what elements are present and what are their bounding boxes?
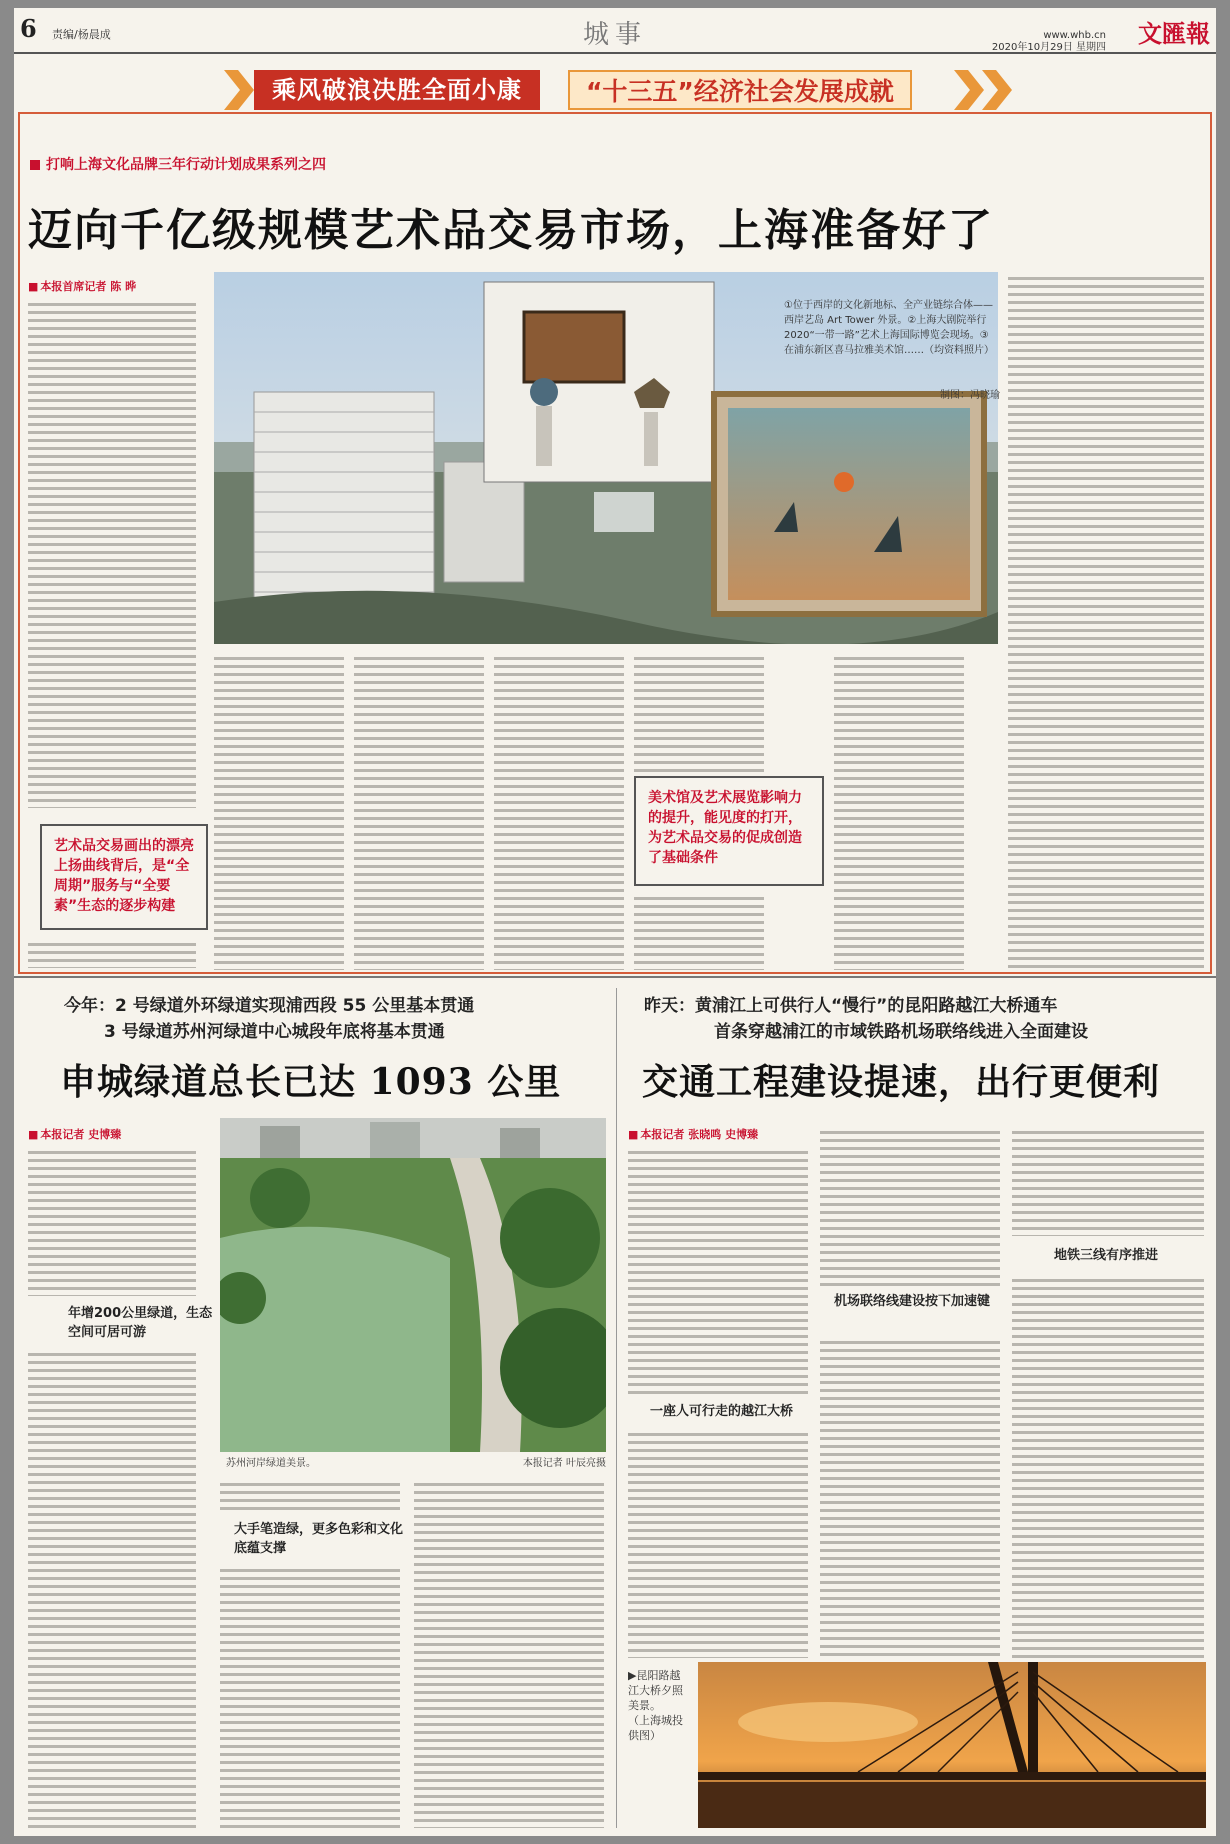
greenway-headline: 申城绿道总长已达 1093 公里	[60, 1061, 562, 1103]
greenway-subtitle-2: 3 号绿道苏州河绿道中心城段年底将基本贯通	[104, 1022, 445, 1042]
transport-subhead-1: 一座人可行走的越江大桥	[650, 1404, 794, 1419]
article-text-block	[28, 1348, 196, 1828]
issue-date: 2020年10月29日 星期四	[991, 42, 1106, 53]
banner-title: “十三五”经济社会发展成就	[568, 70, 912, 110]
column-divider	[616, 988, 617, 1828]
section-divider	[14, 976, 1216, 978]
main-column-1	[28, 278, 198, 300]
greenway-subtitle-1: 今年：2 号绿道外环绿道实现浦西段 55 公里基本贯通	[64, 996, 475, 1016]
main-byline: ■ 本报首席记者 陈 晔	[28, 278, 198, 294]
transport-subtitle-1: 昨天：黄浦江上可供行人“慢行”的昆阳路越江大桥通车	[644, 996, 1058, 1016]
article-text-block	[820, 1336, 1000, 1658]
greenway-byline: ■ 本报记者 史博臻	[28, 1126, 198, 1142]
sunset-bridge-photo	[698, 1662, 1206, 1828]
article-text-block	[28, 298, 196, 808]
banner-slogan: 乘风破浪决胜全面小康	[254, 70, 540, 110]
bridge-caption-text: ▶昆阳路越江大桥夕照美景。	[628, 1669, 683, 1712]
bridge-photo-caption	[628, 1668, 690, 1743]
greenway-subhead-2: 大手笔造绿，更多色彩和文化底蕴支撑	[234, 1522, 404, 1556]
page-number: 6	[20, 14, 37, 43]
article-text-block	[820, 1126, 1000, 1286]
main-photo-credit: 制图：冯晓瑜	[940, 390, 1000, 401]
date-block	[992, 30, 1106, 54]
bridge-photo	[698, 1662, 1206, 1828]
article-text-block	[628, 1428, 808, 1658]
main-photo-caption: ①位于西岸的文化新地标、全产业链综合体——西岸艺岛 Art Tower 外景。②上海大剧院举行 2020“一带一路”艺术上海国际博览会现场。③在浦东新区喜马拉雅美术馆……（均资料照片）	[784, 300, 994, 356]
article-text-block	[220, 1478, 400, 1514]
greenway-photo-caption: 苏州河岸绿道美景。	[226, 1458, 316, 1469]
transport-byline: ■ 本报记者 张晓鸣 史博臻	[628, 1126, 818, 1142]
transport-column	[628, 1126, 818, 1148]
theme-banner	[224, 70, 1014, 110]
transport-subhead-3: 地铁三线有序推进	[1054, 1248, 1159, 1263]
article-text-block	[214, 652, 344, 970]
transport-subhead-2: 机场联络线建设按下加速键	[834, 1294, 991, 1309]
chevron-right-icon	[954, 70, 1014, 110]
article-text-block	[494, 652, 624, 970]
masthead	[14, 8, 1216, 54]
pull-quote-2: 美术馆及艺术展览影响力的提升，能见度的打开，为艺术品交易的促成创造了基础条件	[634, 776, 824, 886]
transport-subtitle-2: 首条穿越浦江的市域铁路机场联络线进入全面建设	[714, 1022, 1088, 1042]
article-text-block	[1012, 1274, 1204, 1658]
article-text-block	[634, 892, 764, 970]
newspaper-logo: 文匯報	[1138, 19, 1210, 48]
greenway-subhead-1: 年增200公里绿道，生态空间可居可游	[68, 1306, 213, 1340]
article-text-block	[628, 1146, 808, 1396]
transport-headline: 交通工程建设提速，出行更便利	[642, 1061, 1161, 1103]
greenway-column	[28, 1126, 198, 1148]
chevron-left-icon	[224, 70, 256, 110]
article-text-block	[834, 652, 964, 970]
series-kicker: 打响上海文化品牌三年行动计划成果系列之四	[30, 154, 326, 174]
article-text-block	[1008, 272, 1204, 970]
article-text-block	[220, 1564, 400, 1828]
article-text-block	[354, 652, 484, 970]
article-text-block	[1012, 1126, 1204, 1236]
bridge-photo-credit: （上海城投供图）	[628, 1714, 683, 1742]
article-text-block	[28, 1146, 196, 1296]
main-headline: 迈向千亿级规模艺术品交易市场，上海准备好了	[28, 205, 994, 256]
river-photo	[220, 1118, 606, 1452]
editor-line: 责编/杨晨成	[52, 28, 111, 41]
pull-quote-1: 艺术品交易画出的漂亮上扬曲线背后，是“全周期”服务与“全要素”生态的逐步构建	[40, 824, 208, 930]
newspaper-page	[14, 8, 1216, 1836]
article-text-block	[634, 652, 764, 772]
site-url: www.whb.cn	[1043, 30, 1106, 41]
article-text-block	[414, 1478, 604, 1828]
section-title: 城事	[582, 20, 647, 50]
greenway-photo	[220, 1118, 606, 1452]
greenway-photo-credit: 本报记者 叶辰亮摄	[522, 1458, 606, 1469]
article-text-block	[28, 938, 196, 968]
